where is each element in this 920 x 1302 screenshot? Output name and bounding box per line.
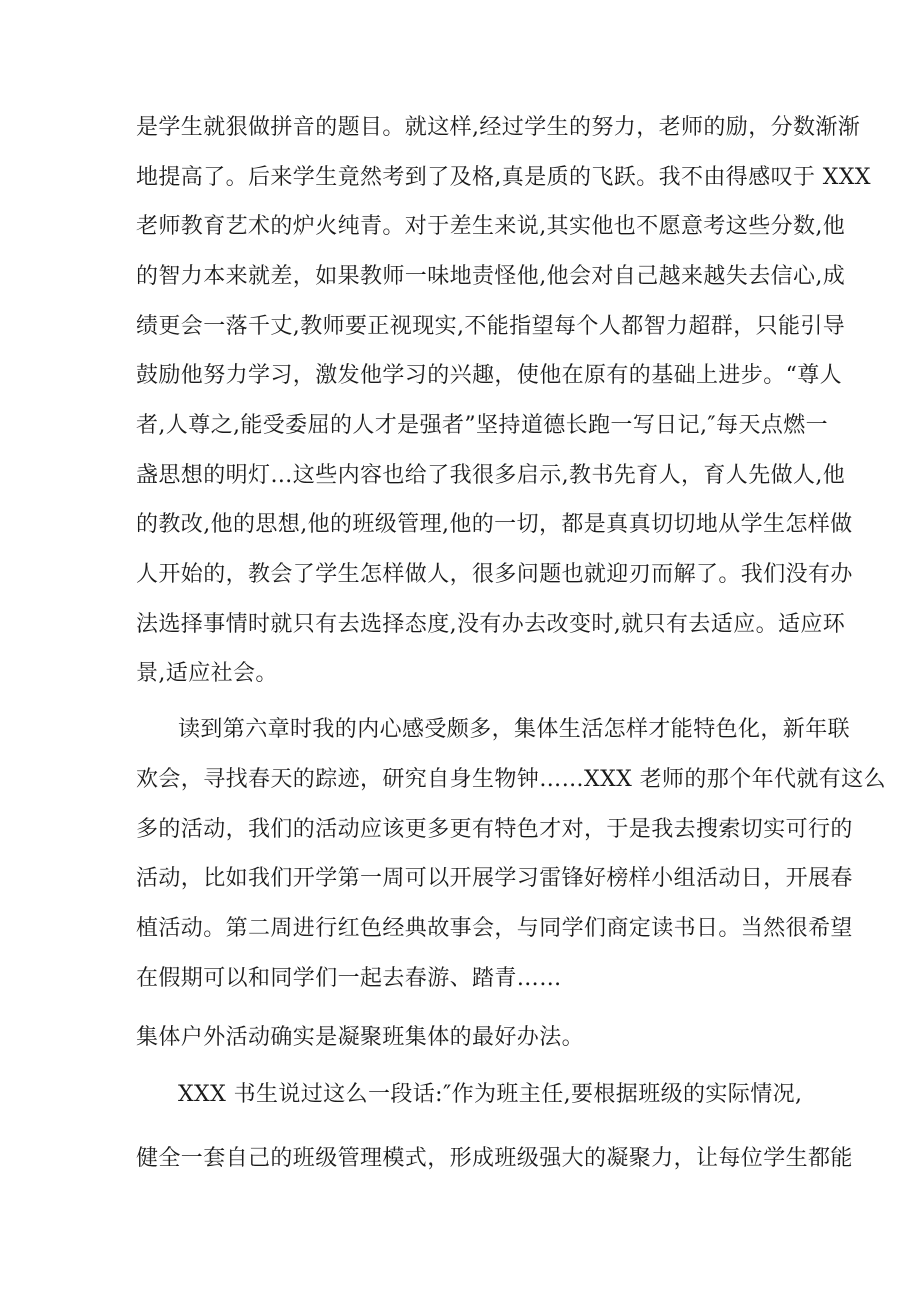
paragraph-2-line-1: 读到第六章时我的内心感受颇多，集体生活怎样才能特色化，新年联 — [178, 717, 851, 742]
paragraph-3: 集体户外活动确实是凝聚班集体的最好办法。 — [136, 1025, 585, 1050]
paragraph-1-line-12: 景,适应社会。 — [136, 661, 278, 686]
paragraph-1-line-7: 者,人尊之,能受委屈的人才是强者”坚持道德长跑一写日记,″每天点燃一 — [136, 413, 829, 438]
paragraph-1-line-4: 的智力本来就差，如果教师一味地责怪他,他会对自己越来越失去信心,成 — [136, 264, 846, 289]
paragraph-1-line-11: 法选择事情时就只有去选择态度,没有办去改变时,就只有去适应。适应环 — [136, 612, 846, 637]
paragraph-2-line-5: 植活动。第二周进行红色经典故事会，与同学们商定读书日。当然很希望 — [136, 916, 853, 941]
paragraph-2-line-6: 在假期可以和同学们一起去春游、踏青…… — [136, 966, 562, 991]
paragraph-2-line-2: 欢会，寻找春天的踪迹，研究自身生物钟……XXX 老师的那个年代就有这么 — [136, 767, 886, 792]
paragraph-1-line-9: 的教改,他的思想,他的班级管理,他的一切，都是真真切切地从学生怎样做 — [136, 512, 853, 537]
paragraph-5: 健全一套自己的班级管理模式，形成班级强大的凝聚力，让每位学生都能 — [136, 1146, 853, 1171]
paragraph-1-line-3: 老师教育艺术的炉火纯青。对于差生来说,其实他也不愿意考这些分数,他 — [136, 214, 846, 239]
paragraph-4: XXX 书生说过这么一段话:″作为班主任,要根据班级的实际情况, — [178, 1082, 803, 1107]
paragraph-2-line-4: 活动，比如我们开学第一周可以开展学习雷锋好榜样小组活动日，开展春 — [136, 866, 853, 891]
paragraph-1-line-5: 绩更会一落千丈,教师要正视现实,不能指望每个人都智力超群，只能引导 — [136, 314, 846, 339]
paragraph-1-line-1: 是学生就狠做拼音的题目。就这样,经过学生的努力，老师的励，分数渐渐 — [136, 115, 861, 140]
paragraph-2-line-3: 多的活动，我们的活动应该更多更有特色才对，于是我去搜索切实可行的 — [136, 817, 853, 842]
paragraph-1-line-10: 人开始的，教会了学生怎样做人，很多问题也就迎刃而解了。我们没有办 — [136, 562, 853, 587]
paragraph-1-line-6: 鼓励他努力学习，激发他学习的兴趣，使他在原有的基础上进步。“尊人 — [136, 363, 843, 388]
paragraph-1-line-2: 地提高了。后来学生竟然考到了及格,真是质的飞跃。我不由得感叹于 XXX — [136, 165, 871, 190]
paragraph-1-line-8: 盏思想的明灯…这些内容也给了我很多启示,教书先育人，育人先做人,他 — [136, 463, 846, 488]
